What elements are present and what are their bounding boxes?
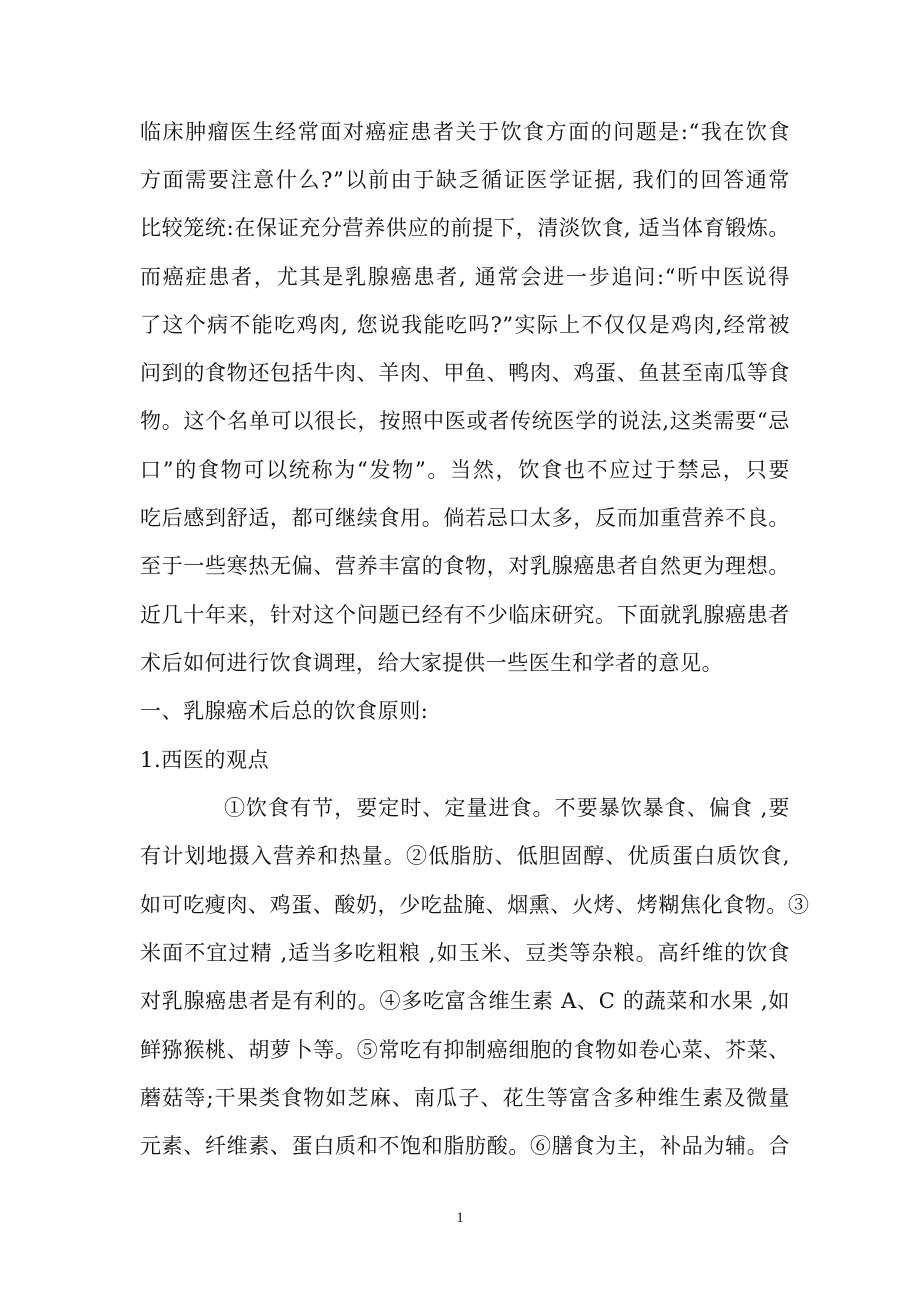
paragraph-line: 问到的食物还包括牛肉、羊肉、甲鱼、鸭肉、鸡蛋、鱼甚至南瓜等食 [140, 361, 790, 385]
paragraph-line: 口”的食物可以统称为“发物”。当然，饮食也不应过于禁忌，只要 [140, 458, 790, 482]
page-number: 1 [456, 1210, 464, 1226]
paragraph-line: 而癌症患者，尤其是乳腺癌患者, 通常会进一步追问:“听中医说得 [140, 265, 790, 289]
paragraph-line: 吃后感到舒适，都可继续食用。倘若忌口太多，反而加重营养不良。 [140, 506, 790, 530]
paragraph-line: 术后如何进行饮食调理，给大家提供一些医生和学者的意见。 [140, 651, 724, 675]
paragraph-line: ①饮食有节，要定时、定量进食。不要暴饮暴食、偏食 ,要 [224, 796, 790, 820]
paragraph-line: 方面需要注意什么?”以前由于缺乏循证医学证据, 我们的回答通常 [140, 168, 790, 192]
paragraph-line: 了这个病不能吃鸡肉, 您说我能吃吗?”实际上不仅仅是鸡肉,经常被 [140, 313, 790, 337]
paragraph-line: 如可吃瘦肉、鸡蛋、酸奶，少吃盐腌、烟熏、火烤、烤糊焦化食物。③ [140, 893, 810, 917]
paragraph-line: 比较笼统:在保证充分营养供应的前提下，清淡饮食, 适当体育锻炼。 [140, 216, 790, 240]
paragraph-line: 物。这个名单可以很长，按照中医或者传统医学的说法,这类需要“忌 [140, 409, 790, 433]
paragraph-line: 至于一些寒热无偏、营养丰富的食物，对乳腺癌患者自然更为理想。 [140, 554, 790, 578]
paragraph-line: 近几十年来，针对这个问题已经有不少临床研究。下面就乳腺癌患者 [140, 603, 790, 627]
subsection-heading: 1.西医的观点 [140, 748, 270, 772]
paragraph-line: 鲜猕猴桃、胡萝卜等。⑤常吃有抑制癌细胞的食物如卷心菜、芥菜、 [140, 1038, 790, 1062]
paragraph-line: 临床肿瘤医生经常面对癌症患者关于饮食方面的问题是:“我在饮食 [140, 120, 790, 144]
paragraph-line: 米面不宜过精 ,适当多吃粗粮 ,如玉米、豆类等杂粮。高纤维的饮食 [140, 941, 790, 965]
paragraph-line: 对乳腺癌患者是有利的。④多吃富含维生素 A、C 的蔬菜和水果 ,如 [140, 989, 790, 1013]
section-heading: 一、乳腺癌术后总的饮食原则: [140, 699, 429, 723]
paragraph-line: 有计划地摄入营养和热量。②低脂肪、低胆固醇、优质蛋白质饮食, [140, 844, 790, 868]
paragraph-line: 蘑菇等;干果类食物如芝麻、南瓜子、花生等富含多种维生素及微量 [140, 1086, 790, 1110]
paragraph-line: 元素、纤维素、蛋白质和不饱和脂肪酸。⑥膳食为主，补品为辅。合 [140, 1134, 790, 1158]
